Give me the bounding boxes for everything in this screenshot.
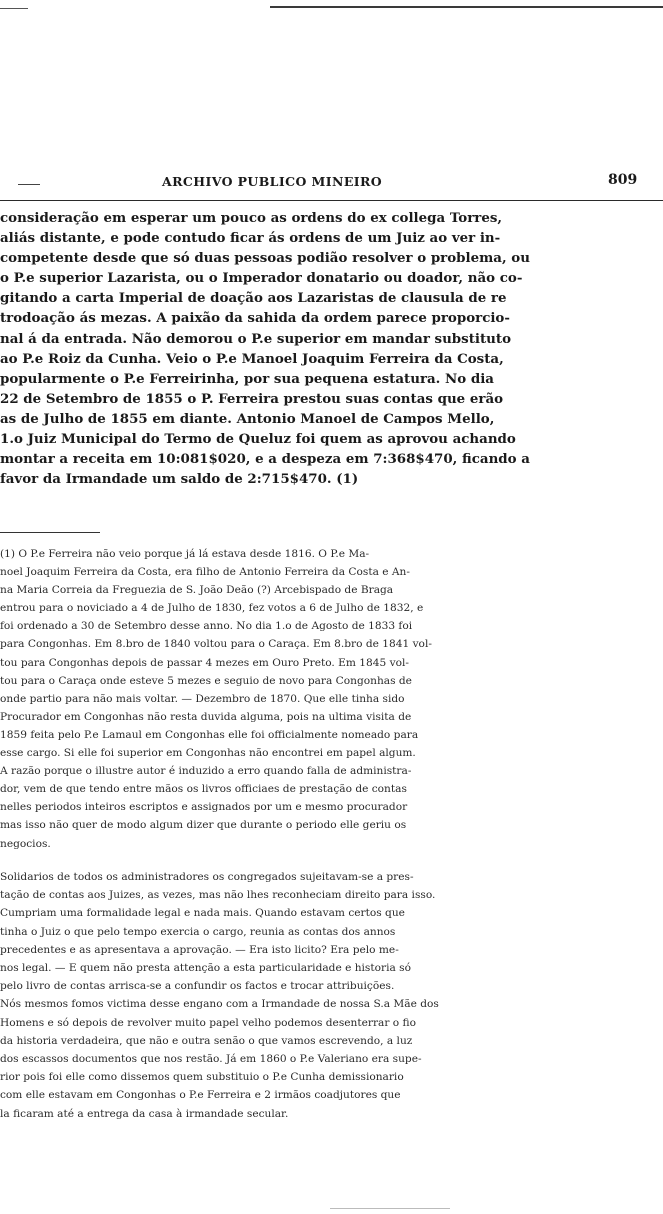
running-title: ARCHIVO PUBLICO MINEIRO <box>162 174 383 189</box>
footnote-line: Homens e só depois de revolver muito papel velho podemos desenterrar o fio <box>0 1016 416 1029</box>
text-line: montar a receita em 10:081$020, e a despeza em 7:368$470, ficando a <box>0 451 530 468</box>
footnote-continuation <box>0 868 663 1123</box>
bottom-mark <box>330 1208 450 1209</box>
footnote-line: tação de contas aos Juizes, as vezes, mas não lhes reconheciam direito para isso. <box>0 889 436 902</box>
text-line: gitando a carta Imperial de doação aos Lazaristas de clausula de re <box>0 290 507 307</box>
footnote-line: 1859 feita pelo P.e Lamaul em Congonhas elle foi officialmente nomeado para <box>0 728 419 741</box>
footnote-line: noel Joaquim Ferreira da Costa, era filho de Antonio Ferreira da Costa e An- <box>0 566 410 579</box>
footnote-line: la ficaram até a entrega da casa à irmandade secular. <box>0 1107 289 1120</box>
footnote-line: mas isso não quer de modo algum dizer que durante o periodo elle geriu os <box>0 819 407 832</box>
footnote-line: entrou para o noviciado a 4 de Julho de 1830, fez votos a 6 de Julho de 1832, e <box>0 602 424 615</box>
text-line: consideração em esperar um pouco as ordens do ex collega Torres, <box>0 210 503 226</box>
footnote-line: esse cargo. Si elle foi superior em Congonhas não encontrei em papel algum. <box>0 747 416 760</box>
footnote-line: tou para o Caraça onde esteve 5 mezes e seguio de novo para Congonhas de <box>0 674 412 687</box>
text-line: o P.e superior Lazarista, ou o Imperador donatario ou doador, não co- <box>0 270 523 287</box>
footnote-line: tou para Congonhas depois de passar 4 mezes em Ouro Preto. Em 1845 vol- <box>0 656 409 669</box>
footnote-line: onde partio para não mais voltar. — Dezembro de 1870. Que elle tinha sido <box>0 692 405 705</box>
footnote-line: nelles periodos inteiros escriptos e assignados por um e mesmo procurador <box>0 801 408 814</box>
footnote-line: negocios. <box>0 837 51 850</box>
footnote-line: tinha o Juiz o que pelo tempo exercia o cargo, reunia as contas dos annos <box>0 925 396 938</box>
footnote-line: rior pois foi elle como dissemos quem substituio o P.e Cunha demissionario <box>0 1071 404 1084</box>
footnote-line: na Maria Correia da Freguezia de S. João Deão (?) Arcebispado de Braga <box>0 584 394 597</box>
text-line: 22 de Setembro de 1855 o P. Ferreira prestou suas contas que erão <box>0 390 504 407</box>
footnote-line: com elle estavam em Congonhas o P.e Ferreira e 2 irmãos coadjutores que <box>0 1089 401 1102</box>
text-line: favor da Irmandade um saldo de 2:715$470. (1) <box>0 471 359 488</box>
footnote-line: Procurador em Congonhas não resta duvida alguma, pois na ultima visita de <box>0 710 412 723</box>
text-line: popularmente o P.e Ferreirinha, por sua pequena estatura. No dia <box>0 370 494 387</box>
header-rule <box>0 200 663 201</box>
running-header <box>0 172 663 194</box>
footnote-line: A razão porque o illustre autor é induzido a erro quando falla de administra- <box>0 765 412 778</box>
top-rule <box>270 6 663 8</box>
footnote-1 <box>0 545 663 853</box>
footnote-line: da historia verdadeira, que não e outra senão o que vamos escrevendo, a luz <box>0 1034 413 1047</box>
footnote-line: foi ordenado a 30 de Setembro desse anno. No dia 1.o de Agosto de 1833 foi <box>0 620 413 633</box>
top-left-mark <box>0 8 28 9</box>
page-number: 809 <box>608 172 638 188</box>
text-line: trodoação ás mezas. A paixão da sahida da ordem parece proporcio- <box>0 310 510 327</box>
text-line: competente desde que só duas pessoas podião resolver o problema, ou <box>0 250 530 267</box>
footnote-line: para Congonhas. Em 8.bro de 1840 voltou para o Caraça. Em 8.bro de 1841 vol- <box>0 638 432 651</box>
footnote-line: precedentes e as apresentava a aprovação. — Era isto licito? Era pelo me- <box>0 943 399 956</box>
text-line: as de Julho de 1855 em diante. Antonio Manoel de Campos Mello, <box>0 410 495 427</box>
footnote-line: (1) O P.e Ferreira não veio porque já lá estava desde 1816. O P.e Ma- <box>0 548 370 560</box>
main-paragraph <box>0 208 663 489</box>
footnote-line: Nós mesmos fomos victima desse engano com a Irmandade de nossa S.a Mãe dos <box>0 998 439 1011</box>
footnote-separator <box>0 532 100 533</box>
text-line: ao P.e Roiz da Cunha. Veio o P.e Manoel Joaquim Ferreira da Costa, <box>0 350 504 367</box>
footnote-line: Cumpriam uma formalidade legal e nada mais. Quando estavam certos que <box>0 907 405 920</box>
text-line: 1.o Juiz Municipal do Termo de Queluz foi quem as aprovou achando <box>0 431 516 448</box>
footnote-line: dos escassos documentos que nos restão. Já em 1860 o P.e Valeriano era supe- <box>0 1053 422 1066</box>
footnote-line: pelo livro de contas arrisca-se a confundir os factos e trocar attribuições. <box>0 980 395 993</box>
footnote-line: nos legal. — E quem não presta attenção a esta particularidade e historia só <box>0 962 411 975</box>
footnote-line: Solidarios de todos os administradores os congregados sujeitavam-se a pres- <box>0 871 414 883</box>
text-line: nal á da entrada. Não demorou o P.e superior em mandar substituto <box>0 330 512 347</box>
footnote-line: dor, vem de que tendo entre mãos os livros officiaes de prestação de contas <box>0 783 407 796</box>
text-line: aliás distante, e pode contudo ficar ás ordens de um Juiz ao ver in- <box>0 230 501 247</box>
